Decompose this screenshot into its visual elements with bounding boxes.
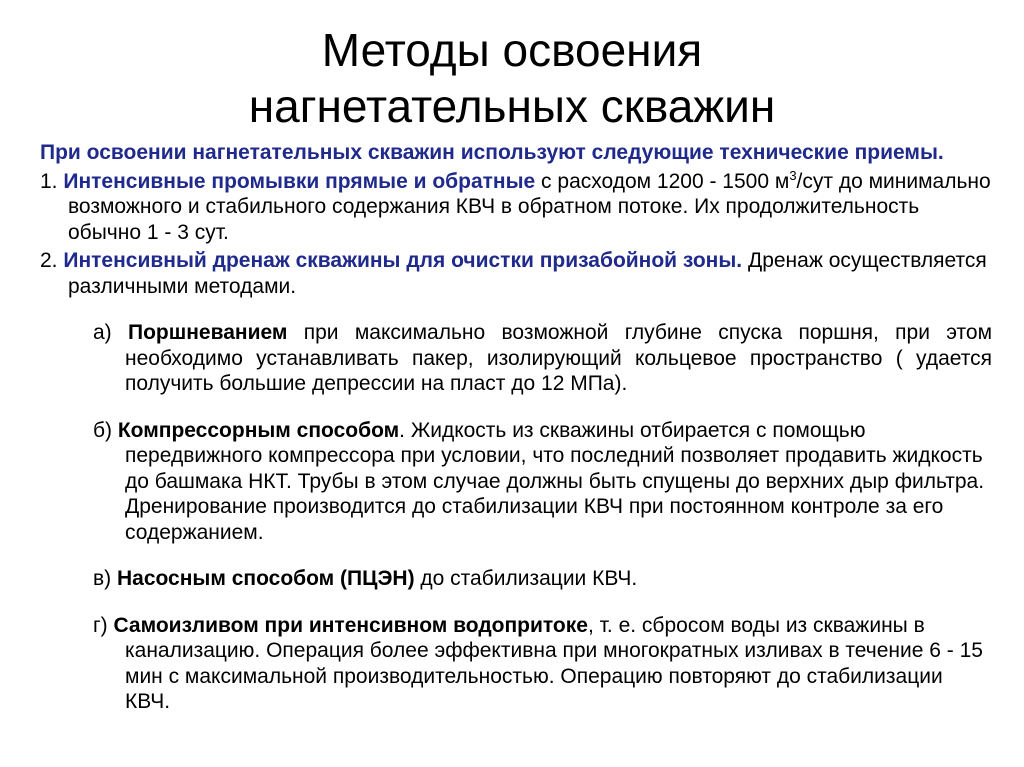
item-1-superscript: 3 (789, 167, 797, 183)
slide-title-line-1: Методы освоения (321, 24, 703, 76)
item-1-bold: Интенсивные промывки прямые и обратные (63, 169, 536, 193)
slide-body (40, 140, 992, 718)
slide-title (0, 22, 1024, 134)
item-2-bold: Интенсивный дренаж скважины для очистки призабойной зоны. (63, 249, 743, 272)
item-1-text-b: /сут до минимально возможного и стабильного содержания КВЧ в обратном потоке. Их продолжительность обычно 1 - 3 сут. (68, 169, 991, 244)
sub-item-a-marker: а) (93, 321, 128, 344)
item-1-text-a: с расходом 1200 - 1500 м (535, 169, 790, 193)
sub-item-g (93, 613, 992, 715)
sub-item-b-marker: б) (93, 418, 118, 442)
item-1-number: 1. (40, 169, 64, 193)
sub-item-g-marker: г) (93, 613, 114, 637)
item-2-paragraph (40, 248, 992, 299)
sub-item-g-text: , т. е. сбросом воды из скважины в канализацию. Операция более эффективна при многократных изливах в течение 6 - 15 мин с максимальной производительностью. Операцию повторяют до стабилизации КВЧ. (125, 613, 983, 713)
sub-item-b-bold: Компрессорным способом (117, 418, 400, 442)
slide-title-line-2: нагнетательных скважин (248, 80, 776, 132)
sub-item-v-marker: в) (93, 567, 117, 590)
sub-item-v-bold: Насосным способом (ПЦЭН) (116, 567, 415, 590)
sub-item-v (93, 566, 992, 592)
item-2-number: 2. (40, 249, 64, 272)
sub-item-a-text: при максимально возможной глубине спуска поршня, при этом необходимо устанавливать пакер, изолирующий кольцевое пространство ( удается получить большие депрессии на пласт до 12 МПа). (125, 321, 993, 395)
sub-item-g-bold: Самоизливом при интенсивном водопритоке (113, 613, 588, 637)
sub-item-a (93, 320, 992, 397)
sub-item-b (93, 418, 992, 546)
item-1-paragraph (40, 169, 992, 246)
intro-paragraph: При освоении нагнетательных скважин используют следующие технические приемы. (40, 141, 944, 164)
item-2-text: Дренаж осуществляется различными методами. (68, 249, 987, 298)
sub-item-a-bold: Поршневанием (127, 321, 288, 344)
sub-item-v-text: до стабилизации КВЧ. (414, 567, 638, 590)
sub-item-b-text: . Жидкость из скважины отбирается с помощью передвижного компрессора при условии, что последний позволяет продавить жидкость до башмака НКТ. Трубы в этом случае должны быть спущены до верхних дыр фильтра. Дренирование производится до стабилизации КВЧ при постоянном контроле за его содержанием. (125, 418, 985, 544)
